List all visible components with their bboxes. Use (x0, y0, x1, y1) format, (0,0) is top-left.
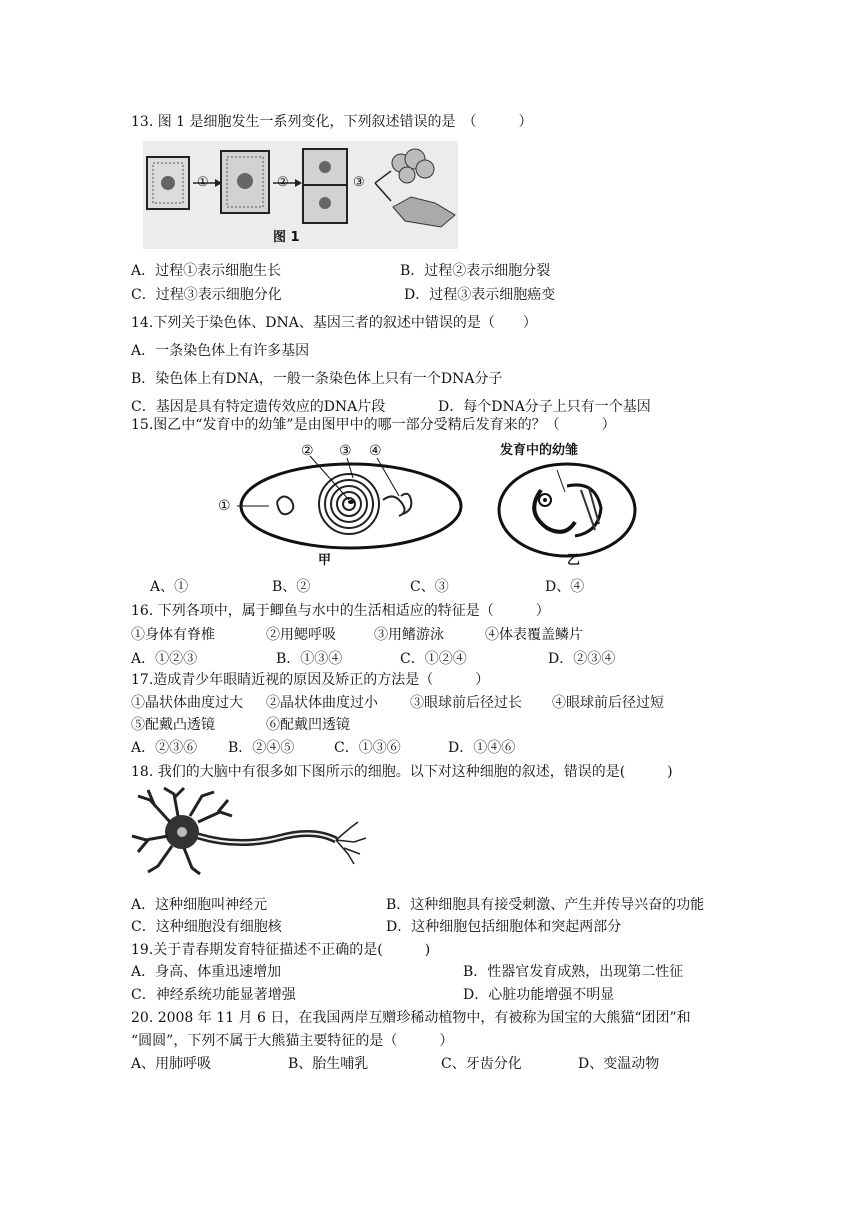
q17-item-2: ②晶状体曲度过小 (266, 695, 378, 711)
step-2-marker: ② (277, 175, 289, 190)
q17-option-a: A．②③⑥ (131, 740, 198, 756)
q15-option-b: B、② (272, 579, 311, 595)
q18-option-b: B．这种细胞具有接受刺激、产生并传导兴奋的功能 (386, 897, 705, 913)
q20-stem-line-1: 20. 2008 年 11 月 6 日，在我国两岸互赠珍稀动植物中，有被称为国宝的大熊猫“团团”和 (131, 1010, 691, 1026)
q17-stem: 17.造成青少年眼睛近视的原因及矫正的方法是（ ） (131, 672, 490, 688)
q16-option-b: B．①③④ (276, 651, 343, 667)
q13-option-c: C．过程③表示细胞分化 (131, 287, 282, 303)
q17-option-c: C．①③⑥ (334, 740, 401, 756)
q15-option-d: D、④ (545, 579, 585, 595)
q16-option-a: A．①②③ (131, 651, 198, 667)
q18-option-c: C．这种细胞没有细胞核 (131, 919, 282, 935)
q15-stem: 15.图乙中“发育中的幼雏”是由图甲中的哪一部分受精后发育来的？（ ） (131, 417, 616, 433)
cell-change-figure (143, 141, 458, 249)
q15-option-a: A、① (150, 579, 189, 595)
egg-development-figure (215, 440, 645, 575)
neuron-figure (128, 786, 373, 876)
q16-option-c: C．①②④ (400, 651, 467, 667)
q16-item-3: ③用鳍游泳 (374, 627, 444, 643)
q16-stem: 16. 下列各项中，属于鲫鱼与水中的生活相适应的特征是（ ） (131, 603, 550, 619)
q16-item-1: ①身体有脊椎 (131, 627, 215, 643)
q20-option-b: B、胎生哺乳 (288, 1056, 369, 1072)
q20-stem-line-2: “圆圆”，下列不属于大熊猫主要特征的是（ ） (131, 1033, 454, 1049)
q15-option-c: C、③ (410, 579, 449, 595)
marker-2: ② (301, 443, 314, 459)
q16-item-2: ②用鳃呼吸 (266, 627, 336, 643)
q20-option-c: C、牙齿分化 (441, 1056, 522, 1072)
egg-drawing (215, 440, 645, 575)
q20-option-a: A、用肺呼吸 (131, 1056, 212, 1072)
q17-item-5: ⑤配戴凸透镜 (131, 717, 215, 733)
figure-jia-label: 甲 (318, 553, 332, 568)
q17-item-6: ⑥配戴凹透镜 (266, 717, 350, 733)
q13-option-a: A．过程①表示细胞生长 (131, 263, 282, 279)
q16-item-4: ④体表覆盖鳞片 (485, 627, 583, 643)
cell-change-drawing (143, 141, 458, 249)
q18-option-a: A．这种细胞叫神经元 (131, 897, 268, 913)
q19-option-c: C．神经系统功能显著增强 (131, 987, 296, 1003)
q20-option-d: D、变温动物 (578, 1056, 660, 1072)
step-1-marker: ① (197, 175, 209, 190)
q18-option-d: D．这种细胞包括细胞体和突起两部分 (386, 919, 622, 935)
q19-option-b: B．性器官发育成熟，出现第二性征 (463, 964, 684, 980)
q19-option-d: D．心脏功能增强不明显 (463, 987, 615, 1003)
q14-option-b: B．染色体上有DNA，一般一条染色体上只有一个DNA分子 (131, 371, 503, 387)
figure-yi-label: 乙 (567, 553, 581, 568)
q16-option-d: D．②③④ (548, 651, 616, 667)
marker-4: ④ (369, 443, 382, 459)
figure-1-label: 图 1 (273, 230, 300, 245)
q17-item-3: ③眼球前后径过长 (410, 695, 522, 711)
q17-option-b: B．②④⑤ (228, 740, 295, 756)
marker-3: ③ (339, 443, 352, 459)
q14-stem: 14.下列关于染色体、DNA、基因三者的叙述中错误的是（ ） (131, 315, 537, 331)
q14-option-d: D．每个DNA分子上只有一个基因 (438, 399, 651, 415)
q17-item-4: ④眼球前后径过短 (552, 695, 664, 711)
step-3-marker: ③ (353, 175, 365, 190)
q14-option-c: C．基因是具有特定遗传效应的DNA片段 (131, 399, 386, 415)
q18-stem: 18. 我们的大脑中有很多如下图所示的细胞。以下对这种细胞的叙述，错误的是( ) (131, 764, 673, 780)
q19-option-a: A．身高、体重迅速增加 (131, 964, 282, 980)
q13-option-b: B．过程②表示细胞分裂 (400, 263, 551, 279)
neuron-drawing (128, 786, 373, 876)
q17-item-1: ①晶状体曲度过大 (131, 695, 243, 711)
q14-option-a: A．一条染色体上有许多基因 (131, 343, 310, 359)
q13-option-d: D．过程③表示细胞癌变 (404, 287, 556, 303)
q13-stem: 13. 图 1 是细胞发生一系列变化，下列叙述错误的是 （ ） (131, 114, 533, 130)
q17-option-d: D．①④⑥ (448, 740, 516, 756)
developing-chick-label: 发育中的幼雏 (500, 443, 579, 458)
q19-stem: 19.关于青春期发育特征描述不正确的是( ) (131, 942, 431, 958)
marker-1: ① (218, 498, 231, 514)
